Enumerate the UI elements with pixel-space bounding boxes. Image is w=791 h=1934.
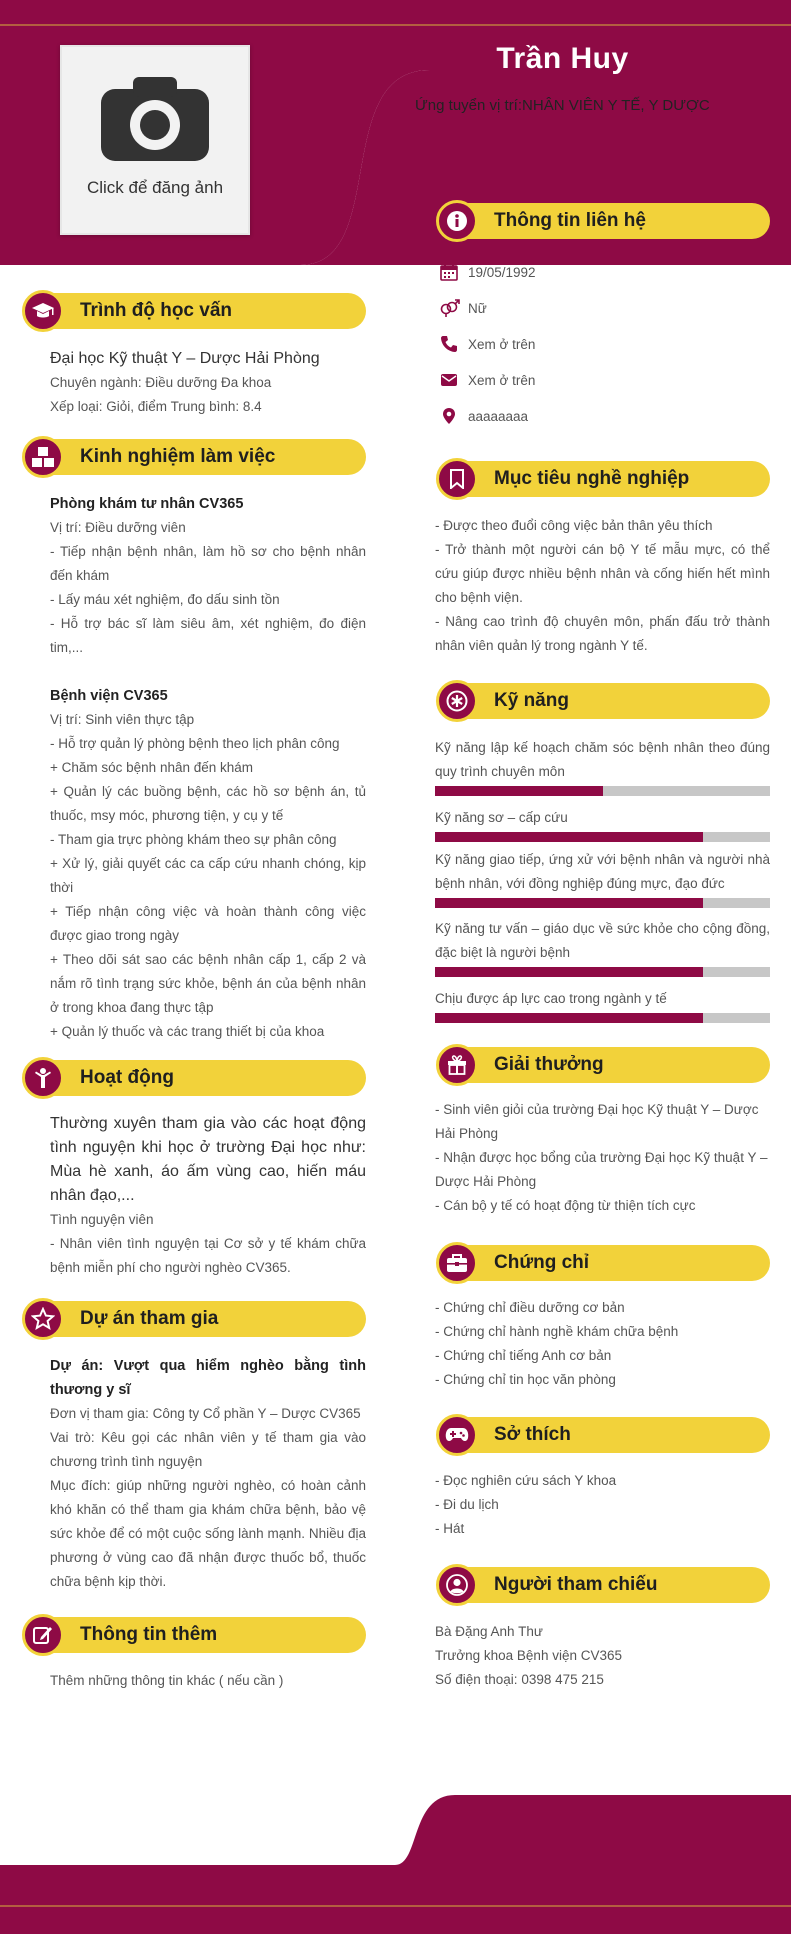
skill-bar xyxy=(435,832,770,842)
reference-line: Bà Đặng Anh Thư xyxy=(435,1624,543,1639)
section-objective xyxy=(436,458,770,500)
job-position: Vị trí: Sinh viên thực tập xyxy=(50,712,195,727)
award-line: - Nhận được học bổng của trường Đại học Kỹ thuật Y – Dược Hải Phòng xyxy=(435,1150,768,1189)
gift-icon xyxy=(436,1044,478,1086)
graduation-cap-icon xyxy=(22,290,64,332)
job-line: + Theo dõi sát sao các bệnh nhân cấp 1, cấp 2 và nắm rõ tình trạng sức khỏe, bệnh án của bệnh nhân ở trong khoa đang thực tập xyxy=(50,952,366,1015)
project-role: Vai trò: Kêu gọi các nhân viên y tế tham gia vào chương trình tình nguyện xyxy=(50,1430,366,1469)
section-title: Giải thưởng xyxy=(494,1054,604,1075)
apply-value: NHÂN VIÊN Y TẾ, Y DƯỢC xyxy=(522,97,710,114)
objective-line: - Trở thành một người cán bộ Y tế mẫu mực, có thể cứu giúp được nhiều bệnh nhân và cống hiến hết mình cho bệnh viện. xyxy=(435,542,770,605)
skill-item xyxy=(435,917,770,977)
section-title: Người tham chiếu xyxy=(494,1574,658,1595)
footer-background xyxy=(0,1795,791,1934)
section-extra-info xyxy=(22,1614,366,1656)
extra-text: Thêm những thông tin khác ( nếu cần ) xyxy=(50,1673,284,1688)
briefcase-icon xyxy=(436,1242,478,1284)
skill-name: Kỹ năng lập kế hoạch chăm sóc bệnh nhân theo đúng quy trình chuyên môn xyxy=(435,740,770,779)
photo-caption: Click để đăng ảnh xyxy=(86,178,224,197)
reference-line: Trưởng khoa Bệnh viện CV365 xyxy=(435,1648,622,1663)
skill-name: Kỹ năng tư vấn – giáo dục về sức khỏe cho cộng đồng, đặc biệt là người bệnh xyxy=(435,921,770,960)
job-company: Phòng khám tư nhân CV365 xyxy=(50,496,244,512)
gender-icon xyxy=(440,299,460,317)
project-name: Dự án: Vượt qua hiểm nghèo bằng tình thương y sĩ xyxy=(50,1358,366,1398)
job-line: - Hỗ trợ quản lý phòng bệnh theo lịch phân công xyxy=(50,736,340,751)
section-education xyxy=(22,290,366,332)
certificate-line: - Chứng chỉ hành nghề khám chữa bệnh xyxy=(435,1324,679,1339)
hobby-line: - Đi du lịch xyxy=(435,1497,499,1512)
photo-upload[interactable] xyxy=(60,45,250,235)
apply-position xyxy=(415,97,710,114)
skill-name: Kỹ năng sơ – cấp cứu xyxy=(435,810,568,825)
hobby-line: - Hát xyxy=(435,1521,465,1536)
skill-bar xyxy=(435,1013,770,1023)
candidate-name: Trần Huy xyxy=(496,42,629,75)
camera-icon xyxy=(99,75,211,163)
certificate-line: - Chứng chỉ điều dưỡng cơ bản xyxy=(435,1300,625,1315)
user-icon xyxy=(436,1564,478,1606)
section-title: Mục tiêu nghề nghiệp xyxy=(494,468,690,489)
project-purpose: Mục đích: giúp những người nghèo, có hoàn cảnh khó khăn có thể tham gia khám chữa bệnh, bảo vệ sức khỏe để có một cuộc sống lành mạnh. Nhiều địa phương ở vùng cao đã nhận được thuốc bổ, thuốc chữa bệnh kịp thời. xyxy=(50,1478,366,1589)
location-icon xyxy=(440,407,458,425)
activities-detail: - Nhân viên tình nguyện tại Cơ sở y tế khám chữa bệnh miễn phí cho người nghèo CV365. xyxy=(50,1236,366,1275)
skill-item xyxy=(435,736,770,796)
contact-value: 19/05/1992 xyxy=(468,265,536,280)
objective-content xyxy=(435,514,770,658)
skill-name: Chịu được áp lực cao trong ngành y tế xyxy=(435,991,667,1006)
job-line: - Lấy máu xét nghiệm, đo dấu sinh tồn xyxy=(50,592,280,607)
info-icon xyxy=(436,200,478,242)
contact-value: Xem ở trên xyxy=(468,373,536,388)
section-title: Kinh nghiệm làm việc xyxy=(80,446,276,467)
skill-item xyxy=(435,848,770,908)
job-line: - Hỗ trợ bác sĩ làm siêu âm, xét nghiệm, đo điện tim,... xyxy=(50,616,366,655)
skill-bar xyxy=(435,786,770,796)
section-title: Sở thích xyxy=(494,1424,571,1445)
hobby-line: - Đọc nghiên cứu sách Y khoa xyxy=(435,1473,617,1488)
section-title: Trình độ học vấn xyxy=(80,300,233,321)
asterisk-icon xyxy=(436,680,478,722)
projects-content xyxy=(50,1354,366,1594)
education-major: Chuyên ngành: Điều dưỡng Đa khoa xyxy=(50,375,272,390)
job-line: + Tiếp nhận công việc và hoàn thành công việc được giao trong ngày xyxy=(50,904,366,943)
email-icon xyxy=(440,371,458,389)
hobbies-content xyxy=(435,1469,770,1541)
section-awards xyxy=(436,1044,770,1086)
section-title: Chứng chỉ xyxy=(494,1252,590,1273)
certificates-content xyxy=(435,1296,770,1392)
job-line: + Xử lý, giải quyết các ca cấp cứu nhanh chóng, kịp thời xyxy=(50,856,366,895)
job-position: Vị trí: Điều dưỡng viên xyxy=(50,520,186,535)
experience-content xyxy=(50,492,366,1044)
job-line: - Tiếp nhận bệnh nhân, làm hồ sơ cho bệnh nhân đến khám xyxy=(50,544,366,583)
job-line: + Chăm sóc bệnh nhân đến khám xyxy=(50,760,254,775)
references-content xyxy=(435,1620,770,1692)
section-contact xyxy=(436,200,770,242)
person-icon xyxy=(22,1057,64,1099)
activities-role: Tình nguyện viên xyxy=(50,1212,154,1227)
certificate-line: - Chứng chỉ tiếng Anh cơ bản xyxy=(435,1348,612,1363)
education-grade: Xếp loại: Giỏi, điểm Trung bình: 8.4 xyxy=(50,399,262,414)
reference-line: Số điện thoại: 0398 475 215 xyxy=(435,1672,604,1687)
phone-icon xyxy=(440,335,458,353)
education-content xyxy=(50,347,366,419)
skill-bar xyxy=(435,898,770,908)
job-line: + Quản lý các buồng bệnh, các hồ sơ bệnh án, tủ thuốc, msy móc, phương tiện, y cụ y tế xyxy=(50,784,366,823)
section-skills xyxy=(436,680,770,722)
awards-content xyxy=(435,1098,770,1218)
bookmark-icon xyxy=(436,458,478,500)
skill-item xyxy=(435,987,770,1023)
certificate-line: - Chứng chỉ tin học văn phòng xyxy=(435,1372,616,1387)
job-line: - Tham gia trực phòng khám theo sự phân công xyxy=(50,832,337,847)
education-school: Đại học Kỹ thuật Y – Dược Hải Phòng xyxy=(50,350,320,367)
section-title: Dự án tham gia xyxy=(80,1308,219,1329)
section-projects xyxy=(22,1298,366,1340)
gamepad-icon xyxy=(436,1414,478,1456)
section-title: Thông tin thêm xyxy=(80,1624,218,1645)
calendar-icon xyxy=(440,263,458,281)
skill-bar xyxy=(435,967,770,977)
activities-intro: Thường xuyên tham gia vào các hoạt động tình nguyện khi học ở trường Đại học như: Mùa hè xanh, áo ấm vùng cao, hiến máu nhân đạo,... xyxy=(50,1115,366,1204)
section-experience xyxy=(22,436,366,478)
objective-line: - Nâng cao trình độ chuyên môn, phấn đấu trở thành nhân viên quản lý trong ngành Y tế. xyxy=(435,614,770,653)
apply-label: Ứng tuyển vị trí: xyxy=(415,97,523,114)
section-certificates xyxy=(436,1242,770,1284)
job-line: + Quản lý thuốc và các trang thiết bị của khoa xyxy=(50,1024,325,1039)
extra-content xyxy=(50,1669,366,1693)
section-title: Thông tin liên hệ xyxy=(494,210,646,231)
section-title: Kỹ năng xyxy=(494,690,569,711)
activities-content xyxy=(50,1112,366,1280)
section-hobbies xyxy=(436,1414,770,1456)
skill-name: Kỹ năng giao tiếp, ứng xử với bệnh nhân và người nhà bệnh nhân, với đồng nghiệp đúng mực, đạo đức xyxy=(435,852,770,891)
project-org: Đơn vị tham gia: Công ty Cổ phần Y – Dược CV365 xyxy=(50,1406,361,1421)
job-company: Bệnh viện CV365 xyxy=(50,688,168,704)
edit-icon xyxy=(22,1614,64,1656)
cubes-icon xyxy=(22,436,64,478)
objective-line: - Được theo đuổi công việc bản thân yêu thích xyxy=(435,518,713,533)
award-line: - Cán bộ y tế có hoạt động từ thiện tích cực xyxy=(435,1198,696,1213)
section-activities xyxy=(22,1057,366,1099)
contact-value: Xem ở trên xyxy=(468,337,536,352)
contact-value: aaaaaaaa xyxy=(468,409,529,424)
award-line: - Sinh viên giỏi của trường Đại học Kỹ thuật Y – Dược Hải Phòng xyxy=(435,1102,759,1141)
contact-value: Nữ xyxy=(468,301,487,316)
section-references xyxy=(436,1564,770,1606)
star-icon xyxy=(22,1298,64,1340)
section-title: Hoạt động xyxy=(80,1067,174,1088)
skill-item xyxy=(435,806,770,842)
